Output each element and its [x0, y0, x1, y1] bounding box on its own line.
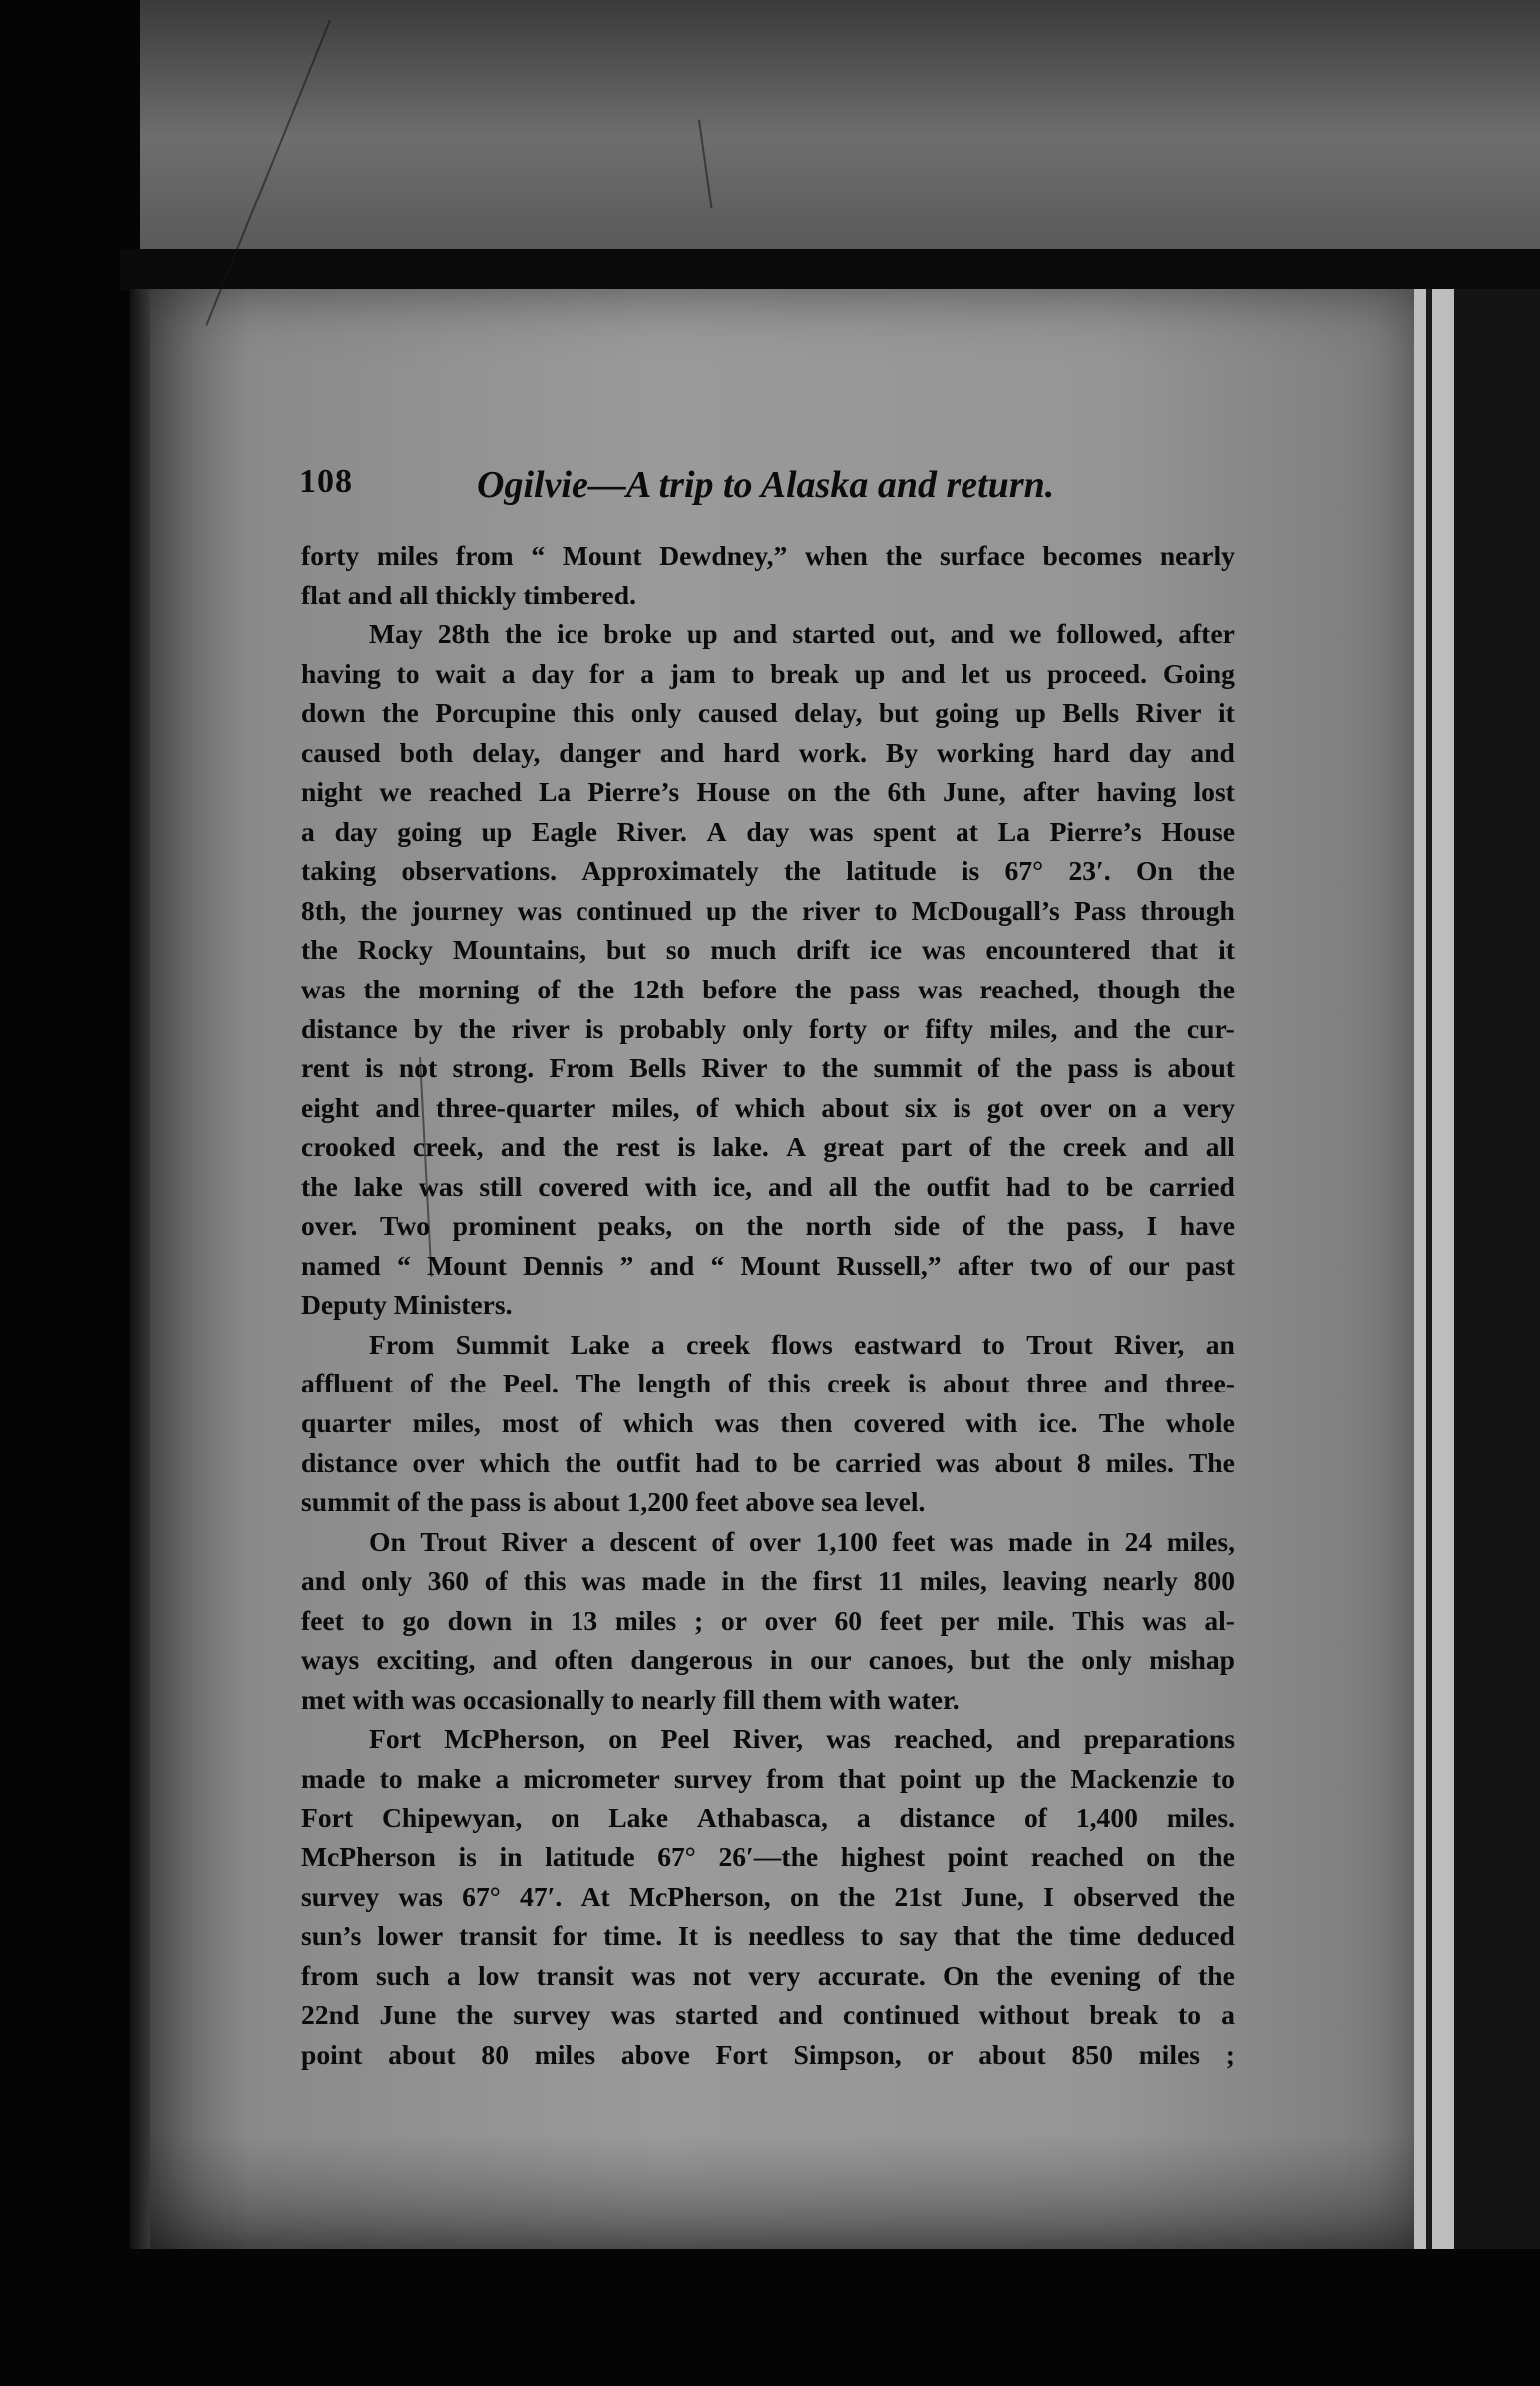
text-line: summit of the pass is about 1,200 feet above sea level.: [301, 1486, 926, 1518]
text-line: and only 360 of this was made in the first 11 miles, leaving nearly 800: [301, 1565, 1235, 1597]
text-line: taking observations. Approximately the latitude is 67° 23′. On the: [301, 855, 1235, 887]
text-line: Fort Chipewyan, on Lake Athabasca, a distance of 1,400 miles.: [301, 1801, 1235, 1833]
text-line: 22nd June the survey was started and continued without break to a: [301, 1999, 1235, 2031]
binding-strip: [1414, 289, 1454, 2249]
text-line: made to make a micrometer survey from that point up the Mackenzie to: [301, 1762, 1235, 1793]
text-line: Deputy Ministers.: [301, 1289, 513, 1321]
binding-line: [1426, 289, 1432, 2249]
text-line: feet to go down in 13 miles ; or over 60 feet per mile. This was al-: [301, 1604, 1235, 1636]
text-line: caused both delay, danger and hard work. By working hard day and: [301, 736, 1235, 768]
text-line: the lake was still covered with ice, and all the outfit had to be carried: [301, 1170, 1235, 1202]
previous-page-strip: [140, 0, 1540, 249]
running-head: [299, 463, 1247, 513]
text-line: distance by the river is probably only forty or fifty miles, and the cur-: [301, 1012, 1235, 1044]
text-line: the Rocky Mountains, but so much drift ice was encountered that it: [301, 934, 1235, 966]
text-line: eight and three-quarter miles, of which about six is got over on a very: [301, 1091, 1235, 1123]
running-title: Ogilvie—A trip to Alaska and return.: [477, 464, 1055, 506]
bottom-dark-margin: [0, 2249, 1540, 2386]
text-line: down the Porcupine this only caused delay, but going up Bells River it: [301, 697, 1235, 729]
text-line: named “ Mount Dennis ” and “ Mount Russell,” after two of our past: [301, 1249, 1235, 1281]
top-dark-band: [120, 249, 1540, 291]
text-line: a day going up Eagle River. A day was spent at La Pierre’s House: [301, 815, 1235, 847]
text-line: ways exciting, and often dangerous in our canoes, but the only mishap: [301, 1644, 1235, 1676]
text-line: Fort McPherson, on Peel River, was reached, and preparations: [369, 1723, 1235, 1755]
text-line: having to wait a day for a jam to break up and let us proceed. Going: [301, 657, 1235, 689]
body-text: [301, 536, 1235, 2074]
text-line: McPherson is in latitude 67° 26′—the highest point reached on the: [301, 1841, 1235, 1873]
text-line: point about 80 miles above Fort Simpson, or about 850 miles ;: [301, 2038, 1235, 2070]
text-line: distance over which the outfit had to be carried was about 8 miles. The: [301, 1446, 1235, 1478]
text-line: crooked creek, and the rest is lake. A great part of the creek and all: [301, 1131, 1235, 1163]
text-line: affluent of the Peel. The length of this creek is about three and three-: [301, 1368, 1235, 1399]
text-line: met with was occasionally to nearly fill them with water.: [301, 1683, 960, 1715]
text-line: From Summit Lake a creek flows eastward to Trout River, an: [369, 1328, 1235, 1360]
text-line: sun’s lower transit for time. It is needless to say that the time deduced: [301, 1920, 1235, 1952]
text-line: from such a low transit was not very accurate. On the evening of the: [301, 1959, 1235, 1991]
right-dark-margin: [1454, 289, 1540, 2249]
text-line: was the morning of the 12th before the pass was reached, though the: [301, 974, 1235, 1005]
text-line: forty miles from “ Mount Dewdney,” when the surface becomes nearly: [301, 540, 1235, 571]
text-line: over. Two prominent peaks, on the north side of the pass, I have: [301, 1210, 1235, 1242]
text-line: rent is not strong. From Bells River to the summit of the pass is about: [301, 1052, 1235, 1084]
text-line: flat and all thickly timbered.: [301, 579, 636, 610]
text-line: quarter miles, most of which was then covered with ice. The whole: [301, 1407, 1235, 1439]
text-line: 8th, the journey was continued up the river to McDougall’s Pass through: [301, 894, 1235, 926]
text-line: survey was 67° 47′. At McPherson, on the 21st June, I observed the: [301, 1880, 1235, 1912]
page-number: 108: [299, 463, 353, 500]
text-line: night we reached La Pierre’s House on the 6th June, after having lost: [301, 776, 1235, 808]
page-bottom-shadow: [150, 2135, 1421, 2249]
text-line: On Trout River a descent of over 1,100 feet was made in 24 miles,: [369, 1525, 1235, 1557]
text-line: May 28th the ice broke up and started out, and we followed, after: [369, 618, 1235, 650]
